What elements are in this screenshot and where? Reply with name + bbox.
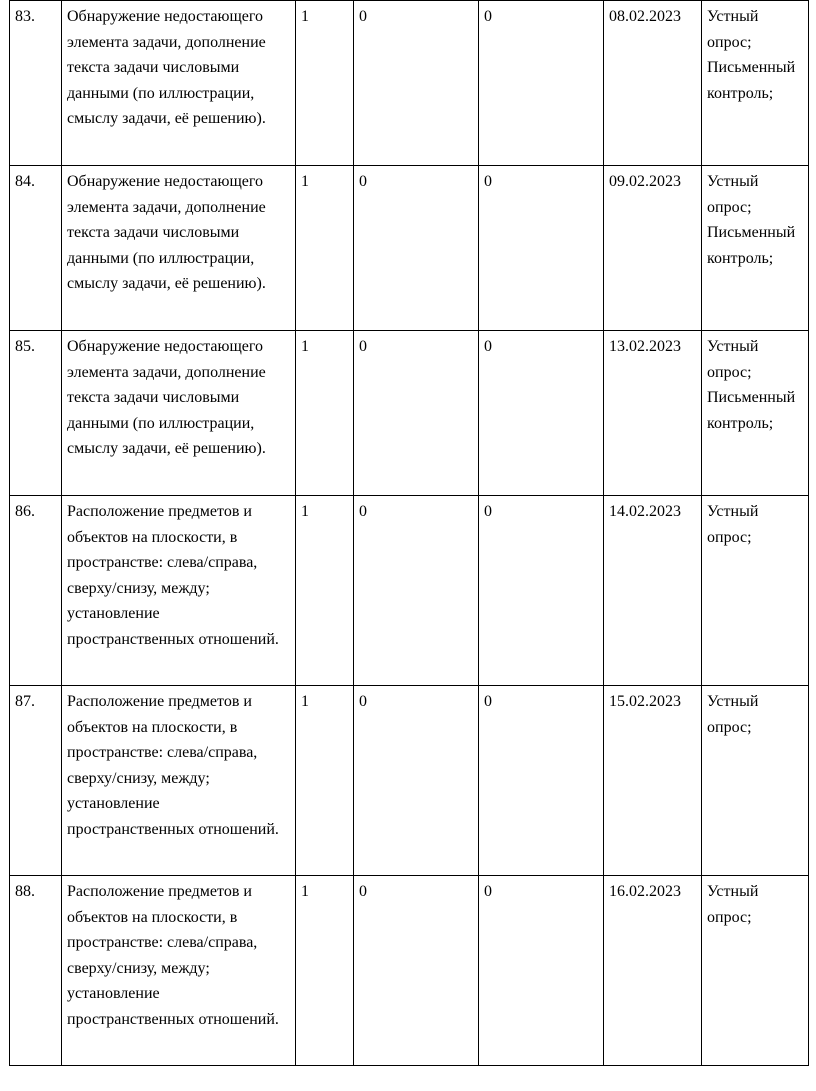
control-form: Устный опрос;	[702, 496, 809, 686]
hours-total: 1	[296, 331, 354, 496]
hours-practice: 0	[479, 686, 604, 876]
table-row	[10, 331, 809, 496]
hours-control: 0	[354, 496, 479, 686]
hours-control: 0	[354, 166, 479, 331]
lesson-number: 85.	[10, 331, 62, 496]
lesson-date: 09.02.2023	[604, 166, 702, 331]
hours-control: 0	[354, 876, 479, 1066]
lesson-date: 14.02.2023	[604, 496, 702, 686]
hours-total: 1	[296, 496, 354, 686]
hours-practice: 0	[479, 1, 604, 166]
hours-practice: 0	[479, 876, 604, 1066]
hours-total: 1	[296, 1, 354, 166]
lesson-date: 13.02.2023	[604, 331, 702, 496]
lesson-date: 08.02.2023	[604, 1, 702, 166]
lesson-number: 84.	[10, 166, 62, 331]
lesson-topic: Расположение предметов и объектов на плоскости, в пространстве: слева/справа, сверху/снизу, между; установление пространственных отношений.	[62, 876, 296, 1066]
lesson-date: 16.02.2023	[604, 876, 702, 1066]
hours-control: 0	[354, 1, 479, 166]
lesson-topic: Расположение предметов и объектов на плоскости, в пространстве: слева/справа, сверху/снизу, между; установление пространственных отношений.	[62, 496, 296, 686]
lesson-number: 88.	[10, 876, 62, 1066]
hours-practice: 0	[479, 166, 604, 331]
lesson-number: 87.	[10, 686, 62, 876]
control-form: Устный опрос; Письменный контроль;	[702, 1, 809, 166]
lesson-topic: Расположение предметов и объектов на плоскости, в пространстве: слева/справа, сверху/снизу, между; установление пространственных отношений.	[62, 686, 296, 876]
control-form: Устный опрос; Письменный контроль;	[702, 331, 809, 496]
hours-total: 1	[296, 686, 354, 876]
lesson-date: 15.02.2023	[604, 686, 702, 876]
control-form: Устный опрос; Письменный контроль;	[702, 166, 809, 331]
hours-control: 0	[354, 331, 479, 496]
control-form: Устный опрос;	[702, 876, 809, 1066]
table-row	[10, 166, 809, 331]
lesson-number: 83.	[10, 1, 62, 166]
hours-practice: 0	[479, 496, 604, 686]
lesson-number: 86.	[10, 496, 62, 686]
table-row	[10, 686, 809, 876]
lesson-topic: Обнаружение недостающего элемента задачи, дополнение текста задачи числовыми данными (по иллюстрации, смыслу задачи, её решению).	[62, 1, 296, 166]
control-form: Устный опрос;	[702, 686, 809, 876]
lesson-topic: Обнаружение недостающего элемента задачи, дополнение текста задачи числовыми данными (по иллюстрации, смыслу задачи, её решению).	[62, 331, 296, 496]
hours-control: 0	[354, 686, 479, 876]
hours-practice: 0	[479, 331, 604, 496]
hours-total: 1	[296, 166, 354, 331]
hours-total: 1	[296, 876, 354, 1066]
table-row	[10, 496, 809, 686]
lesson-plan-table	[9, 0, 809, 1066]
table-row	[10, 876, 809, 1066]
lesson-topic: Обнаружение недостающего элемента задачи, дополнение текста задачи числовыми данными (по иллюстрации, смыслу задачи, её решению).	[62, 166, 296, 331]
table-row	[10, 1, 809, 166]
